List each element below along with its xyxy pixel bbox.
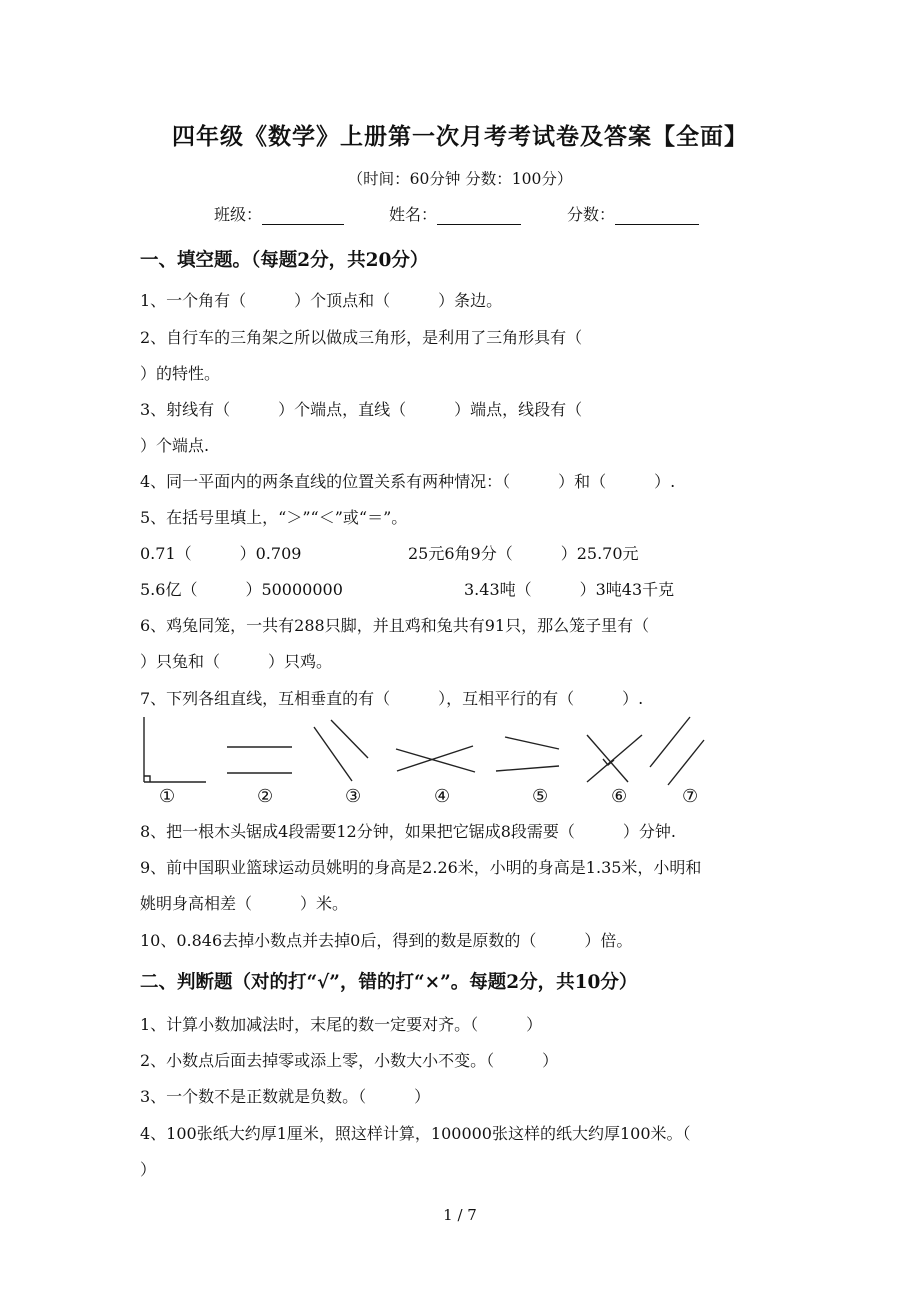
score-blank[interactable] bbox=[615, 208, 699, 225]
fig-label-3: ③ bbox=[345, 786, 362, 807]
section-2-heading: 二、判断题（对的打“√”，错的打“×”。每题2分，共10分） bbox=[140, 972, 638, 993]
fig4-line-b bbox=[397, 746, 473, 771]
name-label: 姓名： bbox=[389, 205, 438, 224]
name-blank[interactable] bbox=[437, 208, 521, 225]
q2-4: 4、100张纸大约厚1厘米，照这样计算，100000张这样的纸大约厚100米。（ bbox=[140, 1124, 691, 1143]
fig-label-2: ② bbox=[257, 786, 274, 807]
q2-3: 3、一个数不是正数就是负数。（ ） bbox=[140, 1087, 431, 1106]
exam-duration-score: （时间：60分钟 分数：100分） bbox=[347, 170, 573, 188]
fig-label-1: ① bbox=[159, 786, 176, 807]
fig3-line-b bbox=[331, 720, 368, 758]
class-field bbox=[214, 202, 344, 225]
fig1-right-angle-mark bbox=[144, 776, 150, 782]
q1-5-a: 0.71（ ）0.709 bbox=[140, 544, 302, 563]
fig6-line-a bbox=[587, 735, 628, 782]
class-label: 班级： bbox=[214, 205, 263, 224]
fig5-line-a bbox=[505, 737, 559, 749]
fig-label-4: ④ bbox=[434, 786, 451, 807]
fig6-line-b bbox=[587, 735, 642, 782]
page-number: 1 / 7 bbox=[443, 1206, 477, 1224]
name-field bbox=[389, 202, 521, 225]
fig7-line-b bbox=[668, 740, 704, 785]
page-title: 四年级《数学》上册第一次月考考试卷及答案【全面】 bbox=[172, 123, 748, 150]
q1-6-cont: ）只兔和（ ）只鸡。 bbox=[140, 652, 333, 671]
fig5-line-b bbox=[496, 766, 559, 771]
q1-3-cont: ）个端点. bbox=[140, 436, 210, 455]
fig-label-7: ⑦ bbox=[682, 786, 699, 807]
q2-2: 2、小数点后面去掉零或添上零，小数大小不变。（ ） bbox=[140, 1051, 559, 1070]
q1-3: 3、射线有（ ）个端点，直线（ ）端点，线段有（ bbox=[140, 400, 583, 419]
score-label: 分数： bbox=[567, 205, 616, 224]
class-blank[interactable] bbox=[262, 208, 344, 225]
q1-8: 8、把一根木头锯成4段需要12分钟，如果把它锯成8段需要（ ）分钟. bbox=[140, 822, 676, 841]
q1-1: 1、一个角有（ ）个顶点和（ ）条边。 bbox=[140, 291, 503, 310]
q1-10: 10、0.846去掉小数点并去掉0后，得到的数是原数的（ ）倍。 bbox=[140, 931, 633, 950]
fig7-line-a bbox=[650, 717, 690, 767]
section-1-heading: 一、填空题。（每题2分，共20分） bbox=[140, 250, 429, 271]
q2-4-cont: ） bbox=[140, 1160, 157, 1179]
q1-7: 7、下列各组直线，互相垂直的有（ ），互相平行的有（ ）. bbox=[140, 689, 644, 708]
q1-5-b: 25元6角9分（ ）25.70元 bbox=[408, 544, 639, 563]
fig-label-5: ⑤ bbox=[532, 786, 549, 807]
q1-2: 2、自行车的三角架之所以做成三角形，是利用了三角形具有（ bbox=[140, 328, 583, 347]
fig6-right-angle-mark bbox=[603, 759, 614, 765]
q1-5-c: 5.6亿（ ）50000000 bbox=[140, 580, 343, 599]
q1-5: 5、在括号里填上，“＞”“＜”或“＝”。 bbox=[140, 508, 408, 527]
q1-9: 9、前中国职业篮球运动员姚明的身高是2.26米，小明的身高是1.35米，小明和 bbox=[140, 858, 702, 877]
q1-5-d: 3.43吨（ ）3吨43千克 bbox=[464, 580, 675, 599]
q1-9-cont: 姚明身高相差（ ）米。 bbox=[140, 894, 349, 913]
q1-6: 6、鸡兔同笼，一共有288只脚，并且鸡和兔共有91只，那么笼子里有（ bbox=[140, 616, 650, 635]
q1-4: 4、同一平面内的两条直线的位置关系有两种情况：（ ）和（ ）. bbox=[140, 472, 676, 491]
fig-label-6: ⑥ bbox=[611, 786, 628, 807]
score-field bbox=[567, 202, 699, 225]
q1-2-cont: ）的特性。 bbox=[140, 364, 221, 383]
fig3-line-a bbox=[314, 727, 352, 781]
fig4-line-a bbox=[396, 749, 475, 772]
q2-1: 1、计算小数加减法时，末尾的数一定要对齐。（ ） bbox=[140, 1015, 543, 1034]
